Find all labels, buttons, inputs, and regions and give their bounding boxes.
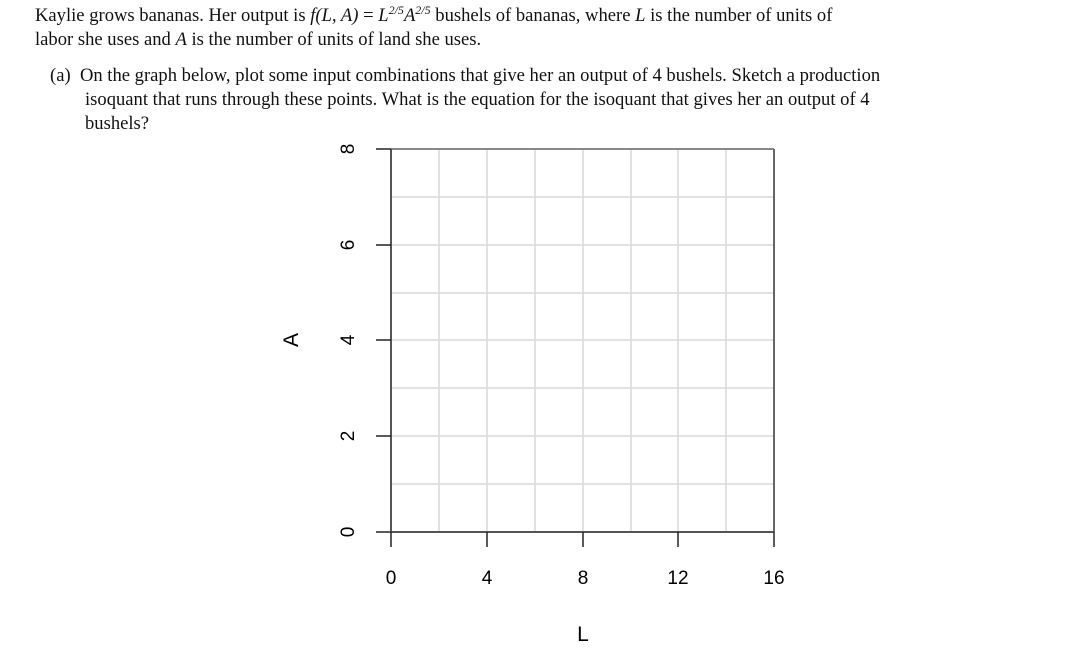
intro-text: is the number of units of land she uses. xyxy=(186,29,482,50)
y-tick-label: 8 xyxy=(338,143,359,155)
x-tick-labels xyxy=(386,568,785,589)
part-a-text: On the graph below, plot some input combinations that give her an output of 4 bushels. Sketch a production xyxy=(79,65,881,86)
x-axis-title: L xyxy=(577,623,589,646)
y-tick-label: 0 xyxy=(338,526,359,538)
y-tick-labels xyxy=(338,144,359,538)
y-axis-ticks xyxy=(376,149,391,532)
grid-lines xyxy=(391,149,774,532)
x-tick-label: 0 xyxy=(385,568,397,589)
y-tick-label: 6 xyxy=(338,239,359,251)
equals-sign: = xyxy=(358,5,379,26)
land-var: A xyxy=(175,29,187,50)
x-tick-label: 4 xyxy=(481,568,493,589)
part-a-label: (a) xyxy=(50,65,71,86)
y-tick-label: 4 xyxy=(338,334,359,346)
intro-text: labor she uses and xyxy=(35,29,176,50)
land-var: A xyxy=(403,5,416,26)
part-a-line-3: bushels? xyxy=(85,113,150,134)
x-tick-label: 16 xyxy=(763,568,785,589)
labor-var: L xyxy=(635,5,646,26)
x-tick-label: 12 xyxy=(667,568,689,589)
function-symbol: f(L, A) xyxy=(310,5,359,26)
intro-text: Kaylie grows bananas. Her output is xyxy=(35,5,311,26)
labor-exponent: 2/5 xyxy=(388,3,404,17)
intro-text: is the number of units of xyxy=(645,5,833,26)
labor-var: L xyxy=(378,5,389,26)
x-tick-label: 8 xyxy=(577,568,589,589)
y-tick-label: 2 xyxy=(338,430,359,442)
y-axis-title: A xyxy=(280,332,303,348)
part-a-line-2: isoquant that runs through these points. What is the equation for the isoquant that gives her an output of 4 xyxy=(85,89,870,110)
intro-text: bushels of bananas, where xyxy=(430,5,636,26)
land-exponent: 2/5 xyxy=(415,3,431,17)
x-axis-ticks xyxy=(391,532,774,547)
